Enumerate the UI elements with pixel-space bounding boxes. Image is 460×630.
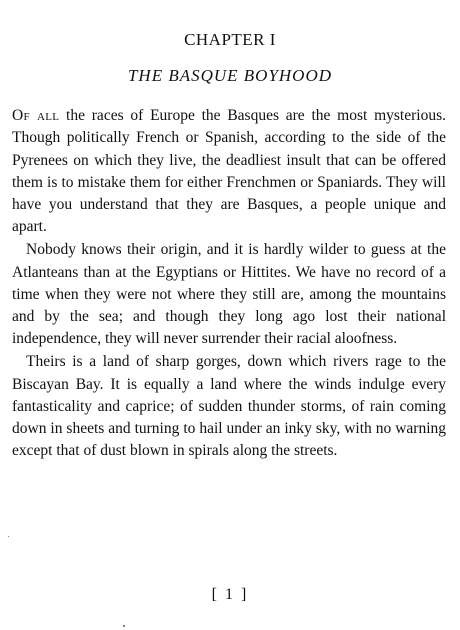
paragraph-2: [12, 239, 446, 350]
paragraph-lead-small-caps: Of all: [12, 107, 60, 124]
paper-speck: [123, 625, 125, 627]
chapter-title: THE BASQUE BOYHOOD: [127, 66, 333, 85]
paragraph-3-text: Theirs is a land of sharp gorges, down which rivers rage to the Biscayan Bay. It is equally a land where the winds indulge every fantasticality and caprice; of sudden thunder storms, of rain coming down in sheets and turning to hail under an inky sky, with no warning except that of dust blown in spirals along the streets.: [12, 353, 446, 460]
paragraph-3: [12, 351, 446, 462]
paragraph-2-text: Nobody knows their origin, and it is hardly wilder to guess at the Atlanteans than at the Egyptians or Hittites. We have no record of a time when they were not where they still are, among the mountains and by the sea; and though they long ago lost their national independence, they will never surrender their racial aloofness.: [12, 241, 446, 348]
chapter-heading: CHAPTER I: [184, 30, 276, 49]
chapter-body: [12, 105, 446, 463]
paragraph-1-text: the races of Europe the Basques are the most mysterious. Though politically French or Spanish, according to the side of the Pyrenees on which they live, the deadliest insult that can be offered them is to mistake them for either Frenchmen or Spaniards. They will have you understand that they are Basques, a people unique and apart.: [12, 107, 446, 236]
paragraph-1: [12, 105, 446, 239]
page-number: [ 1 ]: [211, 586, 249, 603]
paper-speck: [8, 536, 9, 537]
